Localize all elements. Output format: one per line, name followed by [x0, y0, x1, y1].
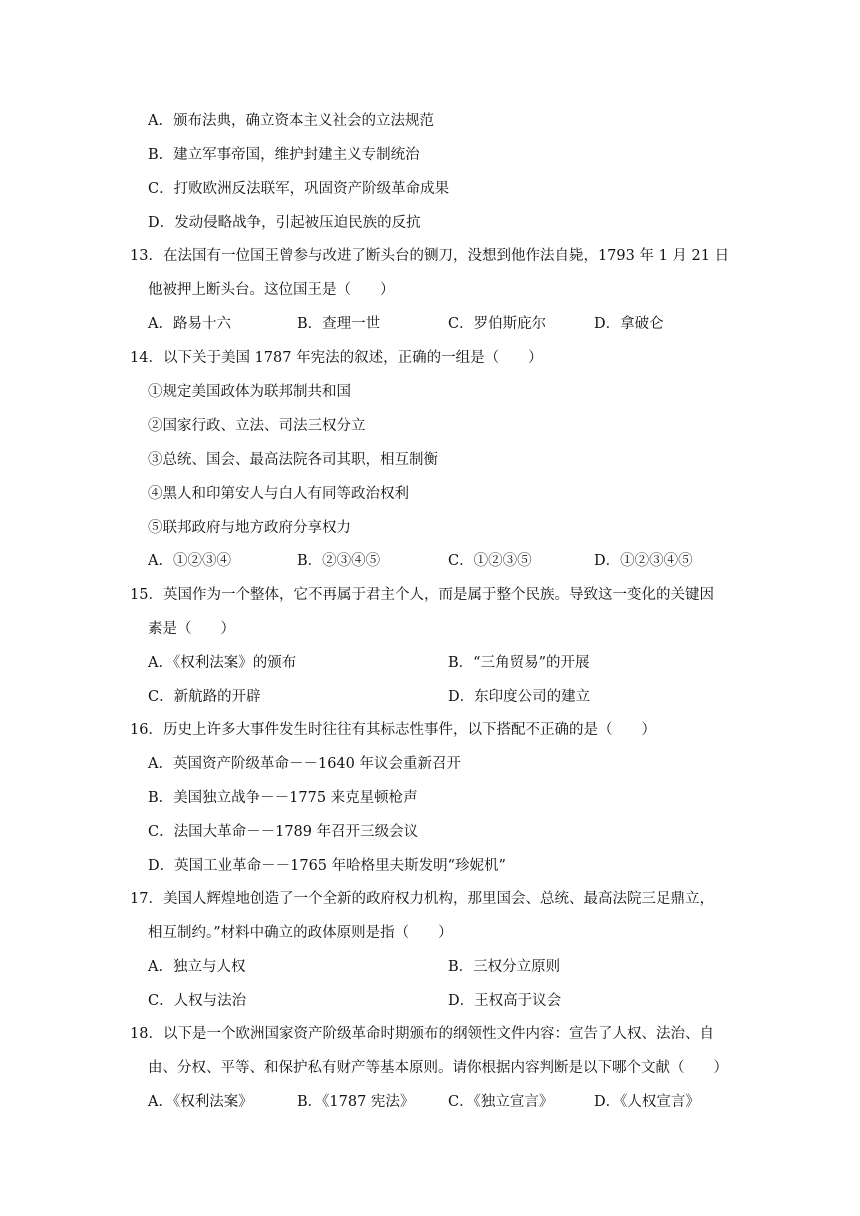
- q13-option-d: D．拿破仑: [594, 316, 664, 332]
- q13-option-c: C．罗伯斯庇尔: [448, 316, 547, 332]
- q14-option-a: A．①②③④: [148, 553, 231, 569]
- q15-stem-line1: 15．英国作为一个整体，它不再属于君主个人，而是属于整个民族。导致这一变化的关键因: [130, 587, 714, 603]
- q15-option-b: B．“三角贸易”的开展: [448, 655, 590, 671]
- q14-option-c: C．①②③⑤: [448, 553, 532, 569]
- q18-option-c: C．《独立宣言》: [448, 1094, 554, 1110]
- q13-option-a: A．路易十六: [148, 316, 231, 332]
- q12-option-c: C．打败欧洲反法联军，巩固资产阶级革命成果: [148, 181, 450, 197]
- q12-option-b: B．建立军事帝国，维护封建主义专制统治: [148, 147, 420, 163]
- q12-option-d: D．发动侵略战争，引起被压迫民族的反抗: [148, 215, 421, 231]
- q16-option-a: A．英国资产阶级革命－－1640 年议会重新召开: [148, 756, 461, 772]
- q13-option-b: B．查理一世: [297, 316, 381, 332]
- q15-stem-line2: 素是（ ）: [148, 621, 235, 637]
- q14-item-4: ④黑人和印第安人与白人有同等政治权利: [148, 486, 409, 502]
- q14-item-2: ②国家行政、立法、司法三权分立: [148, 418, 366, 434]
- q14-option-b: B．②③④⑤: [297, 553, 381, 569]
- q18-option-a: A．《权利法案》: [148, 1094, 253, 1110]
- q15-option-a: A．《权利法案》的颁布: [148, 655, 297, 671]
- q14-option-d: D．①②③④⑤: [594, 553, 693, 569]
- q12-option-a: A．颁布法典，确立资本主义社会的立法规范: [148, 113, 434, 129]
- q13-stem-line1: 13．在法国有一位国王曾参与改进了断头台的铡刀，没想到他作法自毙，1793 年 1 月 21 日: [130, 248, 730, 264]
- q15-option-d: D．东印度公司的建立: [448, 689, 591, 705]
- q17-option-b: B．三权分立原则: [448, 959, 561, 975]
- q14-stem: 14．以下关于美国 1787 年宪法的叙述，正确的一组是（ ）: [130, 350, 543, 366]
- q14-item-5: ⑤联邦政府与地方政府分享权力: [148, 520, 351, 536]
- q18-option-d: D．《人权宣言》: [594, 1094, 700, 1110]
- q17-stem-line1: 17．美国人辉煌地创造了一个全新的政府权力机构，那里国会、总统、最高法院三足鼎立，: [130, 891, 714, 907]
- q14-item-3: ③总统、国会、最高法院各司其职，相互制衡: [148, 452, 438, 468]
- q16-option-b: B．美国独立战争－－1775 来克星顿枪声: [148, 790, 418, 806]
- q16-option-d: D．英国工业革命－－1765 年哈格里夫斯发明“珍妮机”: [148, 858, 506, 874]
- q17-option-d: D．王权高于议会: [448, 993, 562, 1009]
- q16-option-c: C．法国大革命－－1789 年召开三级会议: [148, 824, 419, 840]
- q15-option-c: C．新航路的开辟: [148, 689, 261, 705]
- q18-option-b: B．《1787 宪法》: [297, 1094, 415, 1110]
- q17-stem-line2: 相互制约。”材料中确立的政体原则是指（ ）: [148, 925, 453, 941]
- q14-item-1: ①规定美国政体为联邦制共和国: [148, 384, 351, 400]
- q18-stem-line1: 18．以下是一个欧洲国家资产阶级革命时期颁布的纲领性文件内容：宣告了人权、法治、自: [130, 1026, 714, 1042]
- q13-stem-line2: 他被押上断头台。这位国王是（ ）: [148, 282, 395, 298]
- q17-option-c: C．人权与法治: [148, 993, 247, 1009]
- q17-option-a: A．独立与人权: [148, 959, 246, 975]
- q16-stem: 16．历史上许多大事件发生时往往有其标志性事件，以下搭配不正确的是（ ）: [130, 722, 656, 738]
- q18-stem-line2: 由、分权、平等、和保护私有财产等基本原则。请你根据内容判断是以下哪个文献（ ）: [148, 1060, 728, 1076]
